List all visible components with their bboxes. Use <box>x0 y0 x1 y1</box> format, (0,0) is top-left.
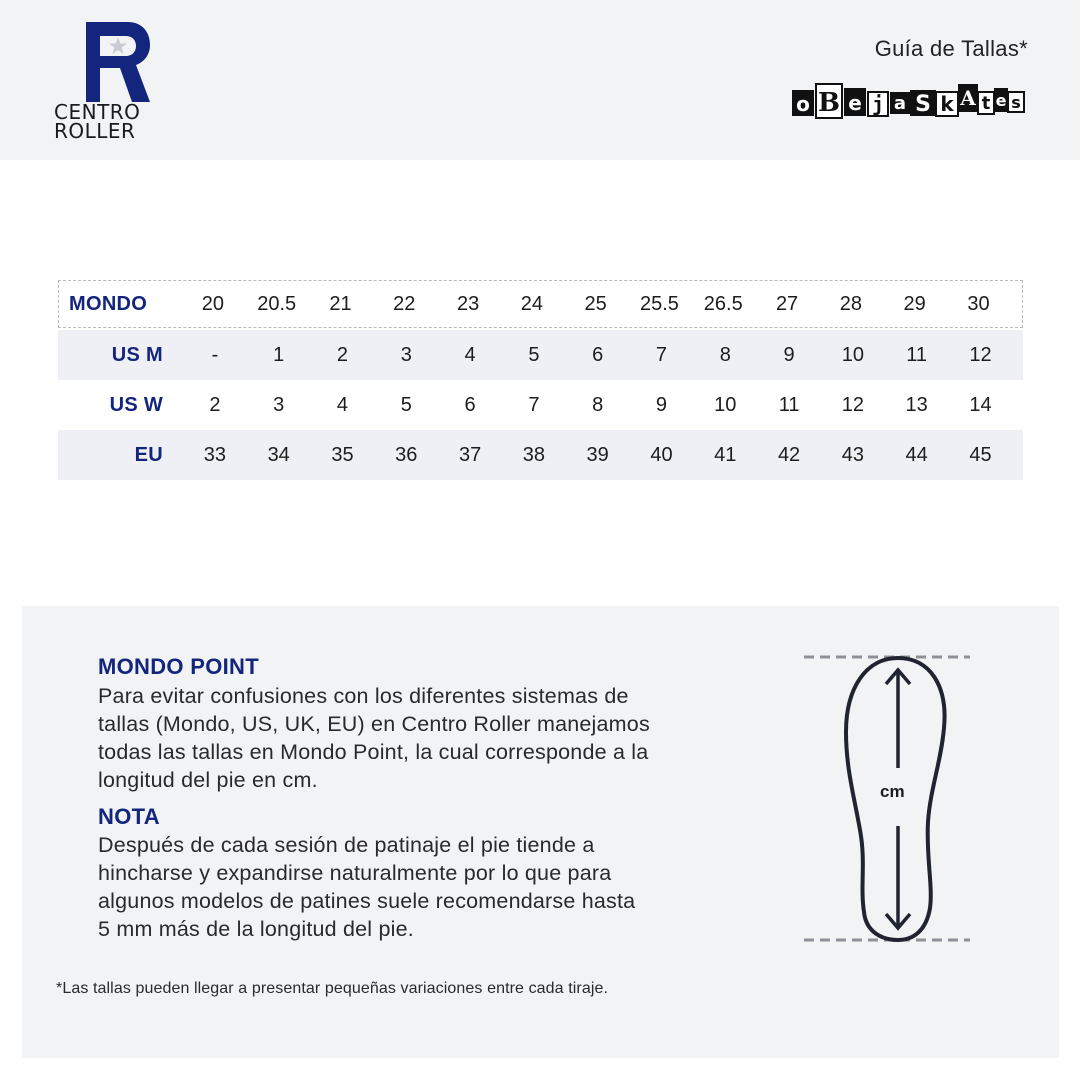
table-cell: 20.5 <box>257 292 297 315</box>
table-cell: 3 <box>400 343 412 366</box>
star-icon <box>109 37 127 54</box>
table-cell: 11 <box>778 393 800 416</box>
table-cell: 44 <box>905 443 928 466</box>
table-cell: 2 <box>336 343 349 366</box>
table-cell: 4 <box>336 393 349 416</box>
svg-text:a: a <box>893 93 907 114</box>
table-cell: 27 <box>775 292 799 315</box>
table-cell: 22 <box>393 292 416 315</box>
logo-r-icon <box>54 22 178 102</box>
text-line: Después de cada sesión de patinaje el pie tiende a <box>98 833 595 857</box>
table-cell: 8 <box>592 393 604 416</box>
logo-text-centro: CENTRO <box>54 100 141 124</box>
text-line: longitud del pie en cm. <box>98 768 318 792</box>
row-label-mondo: MONDO <box>69 292 148 315</box>
table-cell: 24 <box>520 292 543 315</box>
table-cell: 41 <box>714 443 737 466</box>
cm-label: cm <box>880 782 905 801</box>
table-cell: 30 <box>967 292 990 315</box>
row-label-eu: EU <box>134 443 163 466</box>
table-cell: 26.5 <box>703 292 743 315</box>
table-cell: - <box>211 343 219 366</box>
table-cell: 7 <box>655 343 668 366</box>
table-cell: 37 <box>458 443 482 466</box>
svg-text:t: t <box>981 93 991 114</box>
table-cell: 12 <box>969 343 992 366</box>
nota-text <box>98 831 758 943</box>
table-cell: 5 <box>528 343 540 366</box>
table-cell: 12 <box>841 393 864 416</box>
table-cell: 8 <box>719 343 731 366</box>
svg-text:e: e <box>995 91 1007 110</box>
table-cell: 45 <box>969 443 992 466</box>
table-row-us-w <box>58 380 1023 430</box>
nota-heading: NOTA <box>98 804 160 829</box>
guide-title: Guía de Tallas* <box>874 36 1028 61</box>
svg-text:k: k <box>940 92 954 116</box>
table-cell: 35 <box>331 443 354 466</box>
table-cell: 29 <box>903 292 926 315</box>
svg-text:B: B <box>818 88 840 118</box>
table-cell: 6 <box>592 343 604 366</box>
table-cell: 25.5 <box>640 292 679 315</box>
table-cell: 10 <box>841 343 864 366</box>
row-cells <box>183 394 1012 417</box>
table-cell: 6 <box>464 393 476 416</box>
table-cell: 20 <box>201 292 225 315</box>
table-cell: 1 <box>273 343 285 366</box>
svg-text:e: e <box>848 91 862 115</box>
logo-text-roller: ROLLER <box>54 119 136 143</box>
mondo-point-text <box>98 682 758 794</box>
text-line: tallas (Mondo, US, UK, EU) en Centro Roller manejamos <box>98 712 650 736</box>
row-label-us-w: US W <box>109 393 163 416</box>
size-table <box>58 280 1023 480</box>
svg-text:S: S <box>915 92 931 117</box>
row-cells <box>183 344 1012 367</box>
table-cell: 39 <box>586 443 609 466</box>
table-cell: 10 <box>714 393 737 416</box>
table-cell: 43 <box>841 443 864 466</box>
table-cell: 40 <box>650 443 673 466</box>
table-cell: 25 <box>584 292 607 315</box>
table-cell: 34 <box>267 443 290 466</box>
table-row-eu <box>58 430 1023 480</box>
text-line: todas las tallas en Mondo Point, la cual corresponde a la <box>98 740 649 764</box>
footnote: *Las tallas pueden llegar a presentar pequeñas variaciones entre cada tiraje. <box>56 980 609 997</box>
table-cell: 3 <box>273 393 285 416</box>
table-cell: 13 <box>905 393 928 416</box>
svg-text:A: A <box>960 86 976 110</box>
mondo-point-heading: MONDO POINT <box>98 654 259 679</box>
table-cell: 11 <box>906 343 928 366</box>
row-cells <box>181 293 1010 316</box>
table-cell: 36 <box>395 443 418 466</box>
table-cell: 2 <box>209 393 221 416</box>
table-cell: 14 <box>969 393 992 416</box>
table-row-mondo <box>58 280 1023 328</box>
table-cell: 5 <box>400 393 412 416</box>
obeja-skates-logo <box>790 80 1026 124</box>
table-cell: 9 <box>655 393 668 416</box>
table-cell: 33 <box>203 443 227 466</box>
svg-text:o: o <box>796 92 810 116</box>
row-label-us-m: US M <box>111 343 163 366</box>
info-panel <box>22 606 1059 1058</box>
centro-roller-logo[interactable] <box>54 22 178 142</box>
row-cells <box>183 444 1012 467</box>
text-line: 5 mm más de la longitud del pie. <box>98 917 414 941</box>
table-cell: 23 <box>456 292 480 315</box>
svg-text:j: j <box>871 92 885 116</box>
table-cell: 42 <box>777 443 801 466</box>
table-row-us-m <box>58 330 1023 380</box>
table-cell: 7 <box>528 393 540 416</box>
table-cell: 38 <box>522 443 545 466</box>
svg-text:s: s <box>1011 93 1021 112</box>
table-cell: 4 <box>464 343 476 366</box>
text-line: Para evitar confusiones con los diferentes sistemas de <box>98 684 629 708</box>
table-cell: 9 <box>783 343 795 366</box>
table-cell: 28 <box>839 292 862 315</box>
header <box>0 0 1080 160</box>
table-cell: 21 <box>329 292 352 315</box>
text-line: algunos modelos de patines suele recomendarse hasta <box>98 889 636 913</box>
text-line: hincharse y expandirse naturalmente por lo que para <box>98 861 612 885</box>
